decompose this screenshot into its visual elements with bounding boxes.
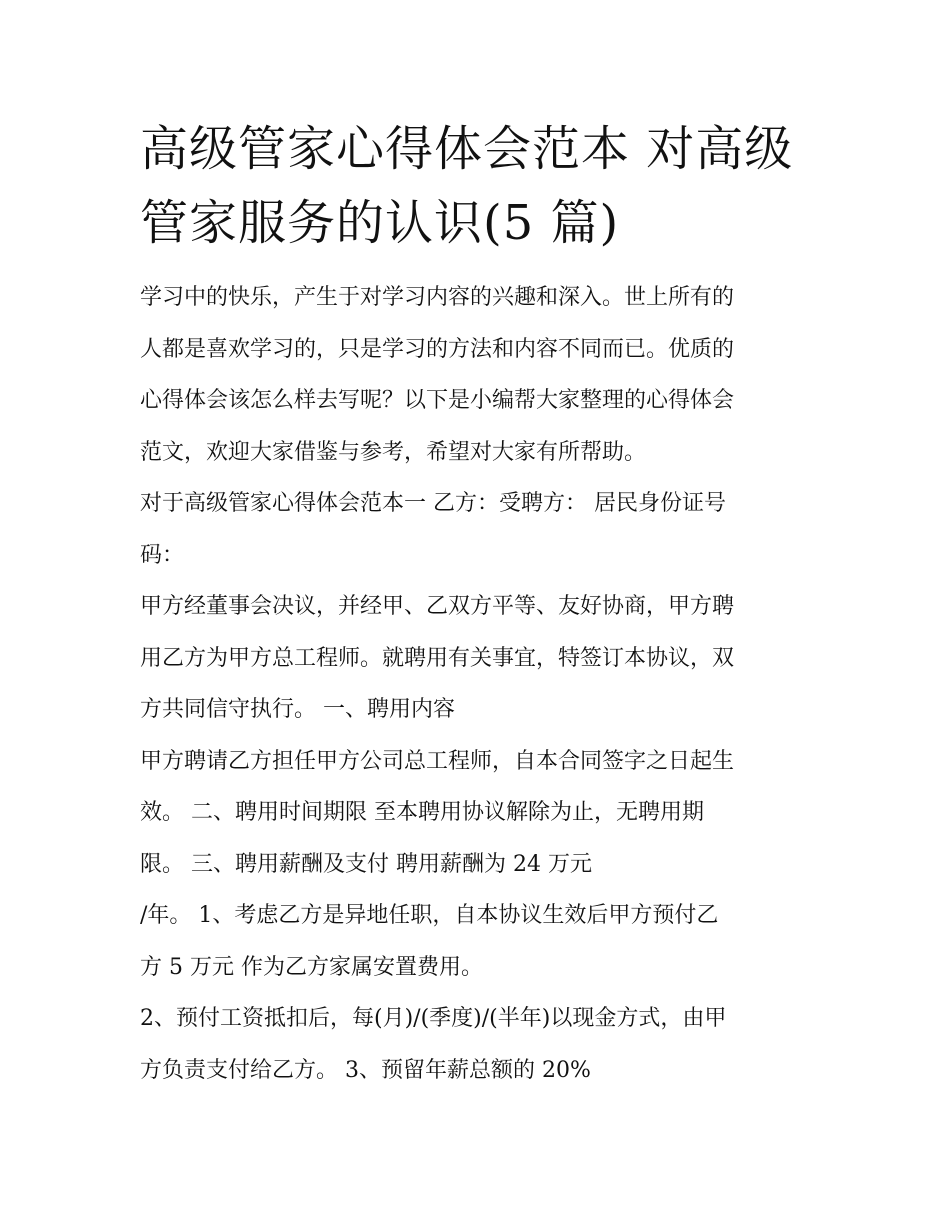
title-line: 管家服务的认识(5 篇) — [140, 195, 620, 251]
text-line: 方 5 万元 作为乙方家属安置费用。 — [140, 954, 483, 980]
text-line: 对于高级管家心得体会范本一 乙方：受聘方： 居民身份证号 — [140, 491, 726, 516]
agreement-paragraph — [140, 581, 820, 736]
text-line: 方共同信守执行。 一、聘用内容 — [140, 697, 455, 722]
text-line: 效。 二、聘用时间期限 至本聘用协议解除为止，无聘用期 — [140, 800, 704, 825]
text-line: 人都是喜欢学习的，只是学习的方法和内容不同而已。优质的 — [140, 336, 735, 362]
text-line: 方负责支付给乙方。 3、预留年薪总额的 20% — [140, 1057, 591, 1083]
payment-paragraph — [140, 993, 820, 1096]
text-line: 范文，欢迎大家借鉴与参考，希望对大家有所帮助。 — [140, 439, 647, 465]
text-line: 学习中的快乐，产生于对学习内容的兴趣和深入。世上所有的 — [140, 285, 735, 310]
parties-paragraph — [140, 478, 820, 581]
document-title — [140, 112, 820, 260]
text-line: 甲方聘请乙方担任甲方公司总工程师，自本合同签字之日起生 — [140, 748, 735, 774]
document-page — [140, 112, 820, 1096]
text-line: 码： — [140, 542, 185, 568]
text-line: 用乙方为甲方总工程师。就聘用有关事宜，特签订本协议，双 — [140, 645, 735, 671]
document-body — [140, 272, 820, 1096]
text-line: /年。 1、考虑乙方是异地任职，自本协议生效后甲方预付乙 — [140, 903, 719, 928]
text-line: 心得体会该怎么样去写呢？以下是小编帮大家整理的心得体会 — [140, 388, 735, 413]
text-line: 甲方经董事会决议，并经甲、乙双方平等、友好协商，甲方聘 — [140, 594, 735, 619]
terms-paragraph — [140, 736, 820, 994]
text-line: 限。 三、聘用薪酬及支付 聘用薪酬为 24 万元 — [140, 851, 592, 877]
intro-paragraph — [140, 272, 820, 478]
title-line: 高级管家心得体会范本 对高级 — [140, 121, 794, 177]
text-line: 2、预付工资抵扣后，每(月)/(季度)/(半年)以现金方式，由甲 — [140, 1006, 727, 1031]
